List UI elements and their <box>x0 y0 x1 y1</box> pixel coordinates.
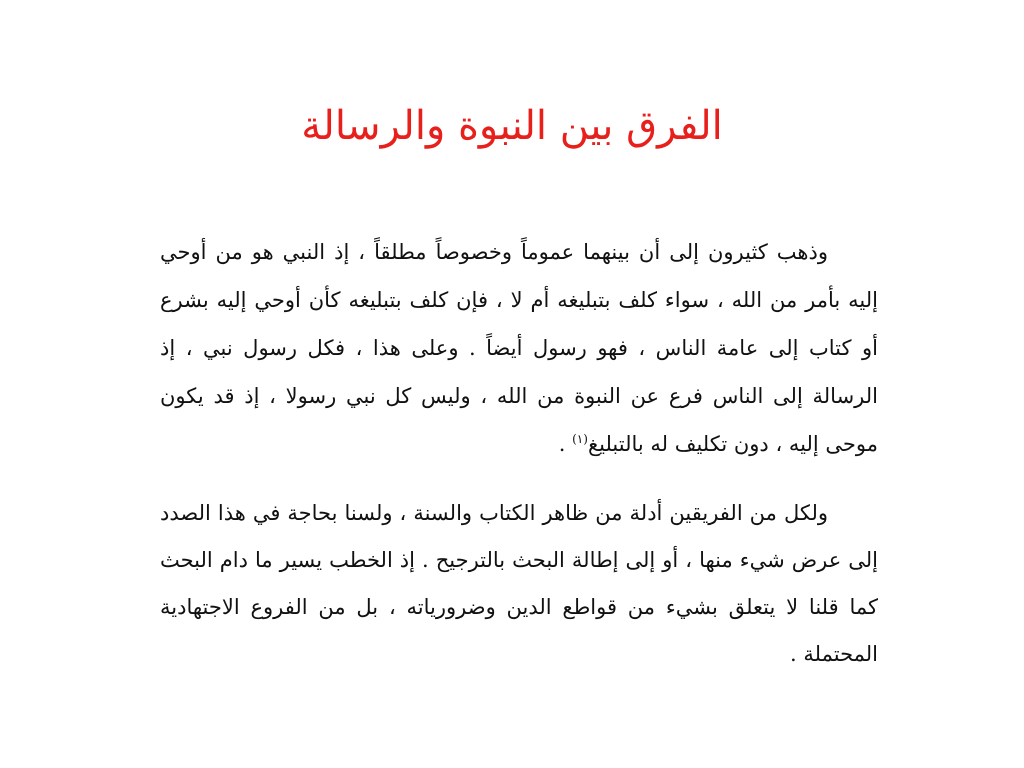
slide-title: الفرق بين النبوة والرسالة <box>301 103 723 149</box>
paragraph-1-ending: . <box>558 432 573 456</box>
footnote-reference: (١) <box>572 432 588 446</box>
paragraph-1-text: وذهب كثيرون إلى أن بينهما عموماً وخصوصاً مطلقاً ، إذ النبي هو من أوحي إليه بأمر من الله ، سواء كلف بتبليغه أم لا ، فإن كلف بتبليغه كأن أوحي إليه بشرع أو كتاب إلى عامة الناس ، فهو رسول أيضاً . وعلى هذا ، فكل رسول نبي ، إذ الرسالة إلى الناس فرع عن النبوة من الله ، وليس كل نبي رسولا ، إذ قد يكون موحى إليه ، دون تكليف له بالتبليغ <box>160 240 878 456</box>
paragraph-1 <box>160 228 878 468</box>
paragraph-2: ولكل من الفريقين أدلة من ظاهر الكتاب والسنة ، ولسنا بحاجة في هذا الصدد إلى عرض شيء منها ، أو إلى إطالة البحث بالترجيح . إذ الخطب يسير ما دام البحث كما قلنا لا يتعلق بشيء من قواطع الدين وضرورياته ، بل من الفروع الاجتهادية المحتملة . <box>160 501 878 666</box>
slide-body <box>160 228 878 700</box>
